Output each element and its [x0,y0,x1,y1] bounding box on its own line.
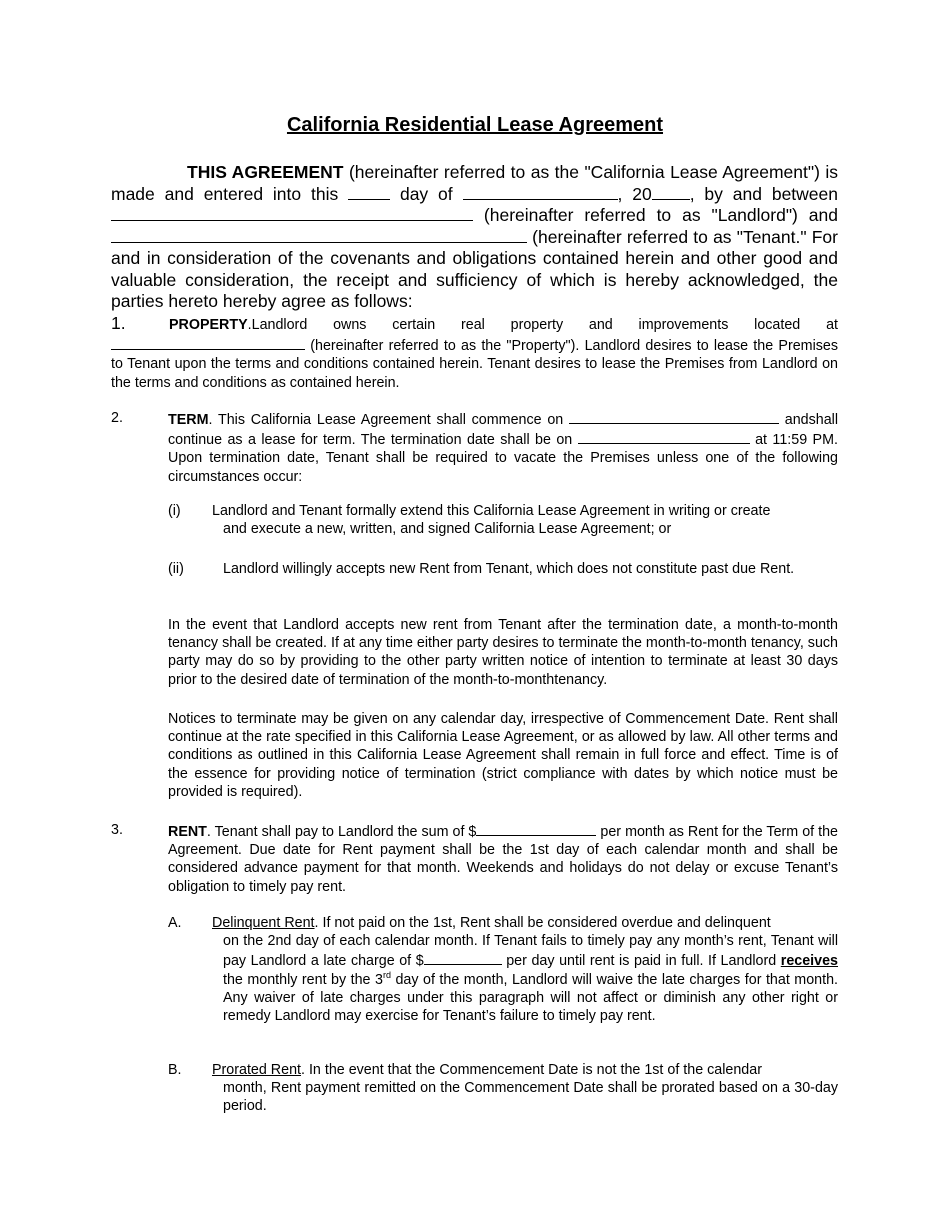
rent-item-delinquent: A. Delinquent Rent. If not paid on the 1st, Rent shall be considered overdue and delinquent on the 2nd day of each calendar month. If Tenant fails to timely pay any month’s rent, Tenant will pay Landlord a late charge of $ per day until rent is paid in full. If Landlord receives the monthly rent by the 3rd day of the month, Landlord will waive the late charges for that month. Any waiver of late charges under this paragraph will not affect or diminish any other right or remedy Landlord may exercise for Tenant’s failure to timely pay rent. [168,915,839,1025]
section-rent: 3. RENT. Tenant shall pay to Landlord the sum of $ per month as Rent for the Term of the Agreement. Due date for Rent payment shall be the 1st day of each calendar month and shall be considered advance payment for that month. Weekends and holidays do not delay or excuse Tenant’s obligation to timely pay rent. [111,822,838,895]
section-property: 1. PROPERTY.Landlord owns certain real property and improvements located at (hereinafter referred to as the "Property"). Landlord desires to lease the Premises to Tenant upon the terms and conditions contained herein. Tenant desires to lease the Premises from Landlord on the terms and conditions as contained herein. [111,313,838,391]
section-number: 2. [111,410,123,426]
commence-date-blank[interactable] [569,409,779,424]
landlord-name-blank[interactable] [111,206,473,221]
late-charge-blank[interactable] [424,950,502,965]
rent-amount-blank[interactable] [476,821,596,836]
subsection-heading: Delinquent Rent [212,915,315,931]
section-number: 1. [111,313,126,333]
section-heading: PROPERTY [169,317,248,333]
document-title: California Residential Lease Agreement [286,114,664,136]
tenant-name-blank[interactable] [111,228,527,243]
term-item-i: (i) Landlord and Tenant formally extend this California Lease Agreement in writing or create and execute a new, written, and signed California Lease Agreement; or [168,503,771,538]
property-address-blank[interactable] [111,335,305,350]
agreement-lead: THIS AGREEMENT [187,162,344,182]
term-paragraph-notices: Notices to terminate may be given on any calendar day, irrespective of Commencement Date. Rent shall continue at the rate specified in this California Lease Agreement, or as allowed by law. All other terms and conditions as outlined in this California Lease Agreement shall remain in full force and effect. Time is of the essence for providing notice of termination (strict compliance with dates by which notice must be provided is required). [168,711,838,800]
termination-date-blank[interactable] [578,429,750,444]
section-number: 3. [111,822,123,838]
month-blank[interactable] [463,185,618,200]
year-blank[interactable] [652,185,690,200]
day-blank[interactable] [348,185,390,200]
rent-item-prorated: B. Prorated Rent. In the event that the Commencement Date is not the 1st of the calendar month, Rent payment remitted on the Commencement Date shall be prorated based on a 30-day period. [168,1062,838,1115]
term-paragraph-month-to-month: In the event that Landlord accepts new rent from Tenant after the termination date, a month-to-month tenancy shall be created. If at any time either party desires to terminate the month-to-month tenancy, such party may do so by providing to the other party written notice of intention to terminate at least 30 days prior to the desired date of termination of the month-to-monthtenancy. [168,617,838,688]
section-heading: TERM [168,412,209,428]
intro-paragraph: THIS AGREEMENT (hereinafter referred to as the "California Lease Agreement") is made and entered into this day of , 20 , by and between (hereinafter referred to as "Landlord") and (hereinafter referred to as "Tenant." For and in consideration of the covenants and obligations contained herein and other good and valuable consideration, the receipt and sufficiency of which is hereby acknowledged, the parties hereto hereby agree as follows: [111,162,839,311]
section-heading: RENT [168,824,207,840]
term-item-ii: (ii) Landlord willingly accepts new Rent from Tenant, which does not constitute past due Rent. [168,561,795,577]
section-term: 2. TERM. This California Lease Agreement shall commence on andshall continue as a lease for term. The termination date shall be on at 11:59 PM. Upon termination date, Tenant shall be required to vacate the Premises unless one of the following circumstances occur: [111,410,838,485]
subsection-heading: Prorated Rent [212,1062,302,1078]
